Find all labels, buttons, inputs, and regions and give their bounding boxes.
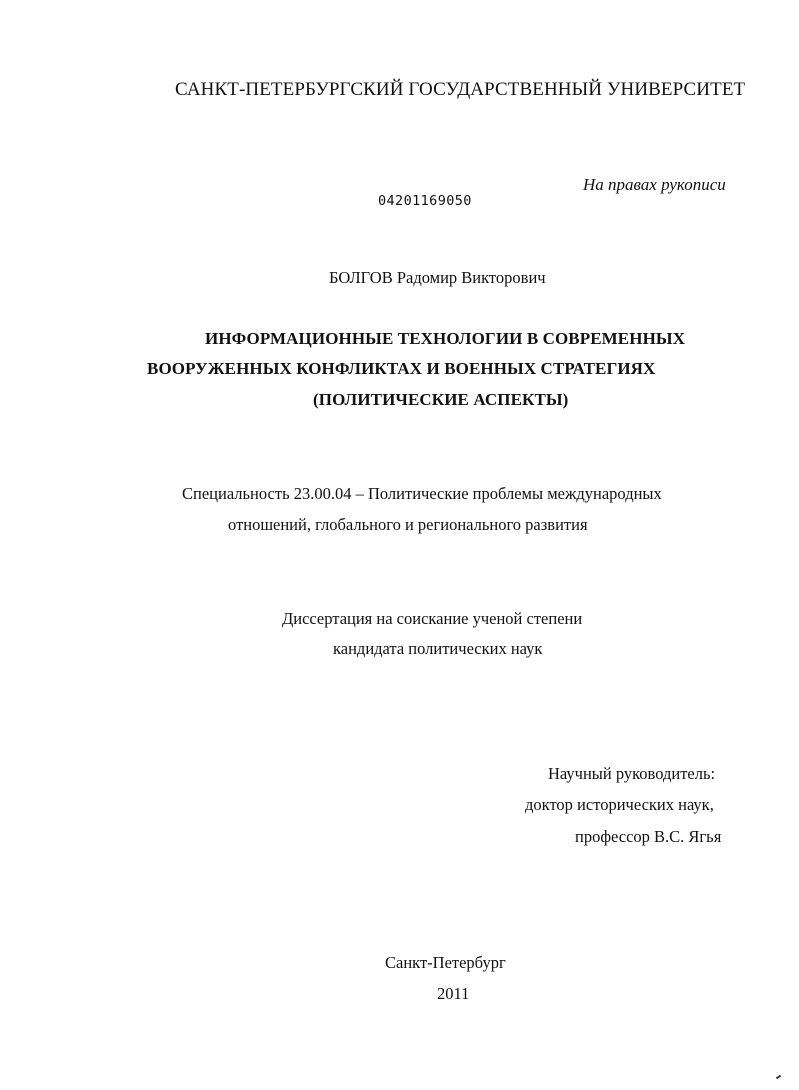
author-name: БОЛГОВ Радомир Викторович (329, 268, 546, 287)
supervisor-label: Научный руководитель: (548, 764, 716, 783)
degree-line-1: Диссертация на соискание ученой степени (282, 609, 583, 628)
supervisor-degree: доктор исторических наук, (525, 795, 714, 814)
supervisor-name: профессор В.С. Ягья (575, 827, 722, 846)
city: Санкт-Петербург (385, 953, 506, 972)
specialty-line-2: отношений, глобального и регионального развития (228, 515, 588, 534)
dissertation-title-line-2: ВООРУЖЕННЫХ КОНФЛИКТАХ И ВОЕННЫХ СТРАТЕГИЯХ (147, 359, 656, 378)
dissertation-title-line-1: ИНФОРМАЦИОННЫЕ ТЕХНОЛОГИИ В СОВРЕМЕННЫХ (205, 329, 686, 348)
year: 2011 (437, 984, 470, 1003)
registration-code: 04201169050 (378, 193, 472, 209)
degree-line-2: кандидата политических наук (333, 639, 543, 658)
manuscript-rights-note: На правах рукописи (583, 175, 726, 194)
university-name: САНКТ-ПЕТЕРБУРГСКИЙ ГОСУДАРСТВЕННЫЙ УНИВЕРСИТЕТ (175, 79, 746, 100)
dissertation-title-line-3: (ПОЛИТИЧЕСКИЕ АСПЕКТЫ) (313, 390, 569, 409)
scan-mark (776, 1075, 781, 1080)
specialty-line-1: Специальность 23.00.04 – Политические проблемы международных (182, 484, 662, 503)
